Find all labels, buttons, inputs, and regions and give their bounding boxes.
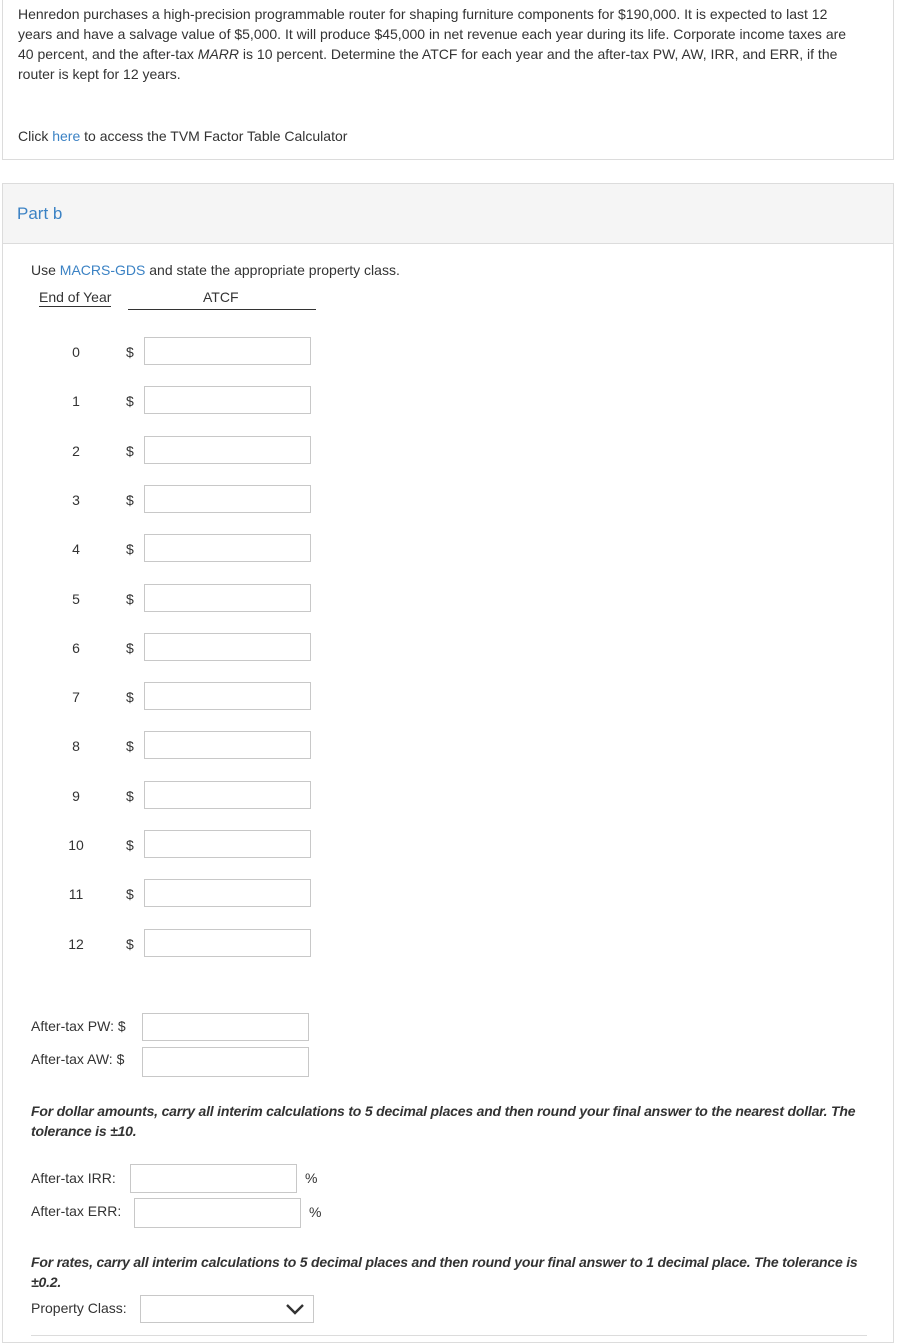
atcf-input[interactable] bbox=[144, 682, 311, 710]
atcf-input[interactable] bbox=[144, 436, 311, 464]
atcf-row bbox=[3, 633, 403, 663]
atcf-row bbox=[3, 682, 403, 712]
currency-symbol: $ bbox=[126, 738, 134, 755]
err-percent: % bbox=[309, 1204, 322, 1220]
atcf-row bbox=[3, 929, 403, 959]
pw-input[interactable] bbox=[142, 1013, 309, 1041]
atcf-row bbox=[3, 485, 403, 515]
year-label: 6 bbox=[72, 639, 80, 656]
dollar-note: For dollar amounts, carry all interim calculations to 5 decimal places and then round your final answer to the nearest dollar. The tolerance is ±10. bbox=[31, 1103, 856, 1139]
chevron-down-icon bbox=[285, 1300, 305, 1318]
err-input[interactable] bbox=[134, 1198, 301, 1228]
part-b-card bbox=[2, 183, 894, 1343]
year-label: 7 bbox=[72, 689, 80, 706]
tvm-calculator-prompt bbox=[18, 126, 347, 146]
currency-symbol: $ bbox=[126, 886, 134, 903]
aw-input[interactable] bbox=[142, 1047, 309, 1077]
atcf-row bbox=[3, 830, 403, 860]
atcf-row bbox=[3, 386, 403, 416]
year-label: 3 bbox=[72, 491, 80, 508]
marr-term: MARR bbox=[197, 46, 240, 62]
year-label: 10 bbox=[68, 837, 84, 853]
irr-label: After-tax IRR: bbox=[31, 1170, 116, 1186]
property-class-select[interactable] bbox=[140, 1295, 314, 1323]
problem-line: router is kept for 12 years. bbox=[18, 66, 181, 82]
year-label: 1 bbox=[72, 393, 80, 410]
year-label: 2 bbox=[72, 442, 80, 459]
part-b-header bbox=[3, 184, 893, 244]
header-underline bbox=[128, 309, 316, 310]
year-label: 12 bbox=[68, 935, 84, 952]
err-label: After-tax ERR: bbox=[31, 1203, 122, 1219]
year-label: 5 bbox=[72, 590, 80, 607]
atcf-input[interactable] bbox=[144, 781, 311, 809]
instruction-prefix: Use bbox=[31, 262, 60, 278]
column-header-year: End of Year bbox=[39, 289, 112, 305]
currency-symbol: $ bbox=[126, 837, 134, 853]
problem-line bbox=[18, 44, 878, 64]
atcf-row bbox=[3, 879, 403, 909]
atcf-input[interactable] bbox=[144, 929, 311, 957]
currency-symbol: $ bbox=[126, 393, 134, 410]
currency-symbol: $ bbox=[126, 491, 134, 508]
atcf-input[interactable] bbox=[144, 830, 311, 858]
currency-symbol: $ bbox=[126, 787, 134, 804]
instruction bbox=[31, 262, 400, 278]
year-label: 11 bbox=[68, 886, 84, 903]
tvm-calculator-link[interactable]: here bbox=[52, 128, 81, 144]
problem-statement bbox=[18, 4, 878, 84]
atcf-row bbox=[3, 436, 403, 466]
currency-symbol: $ bbox=[126, 590, 134, 607]
rate-note: For rates, carry all interim calculations to 5 decimal places and then round your final answer to 1 decimal place. The tolerance is ±0.2. bbox=[31, 1254, 858, 1290]
problem-text: is 10 percent. Determine the ATCF for each year and the after-tax PW, AW, IRR, and ERR, if the bbox=[239, 46, 838, 62]
currency-symbol: $ bbox=[126, 541, 134, 558]
problem-line: Henredon purchases a high-precision programmable router for shaping furniture components for $190,000. It is expected to last 12 bbox=[18, 6, 828, 22]
part-b-title: Part b bbox=[17, 204, 63, 223]
problem-card bbox=[2, 0, 894, 160]
atcf-row bbox=[3, 337, 403, 367]
problem-line: years and have a salvage value of $5,000. It will produce $45,000 in net revenue each year during its life. Corporate income taxes are bbox=[18, 26, 847, 42]
atcf-input[interactable] bbox=[144, 879, 311, 907]
year-label: 8 bbox=[72, 738, 80, 755]
atcf-input[interactable] bbox=[144, 534, 311, 562]
macrs-gds-link[interactable]: MACRS-GDS bbox=[59, 262, 146, 278]
divider bbox=[31, 1335, 867, 1336]
atcf-row bbox=[3, 534, 403, 564]
column-header-atcf: ATCF bbox=[203, 289, 239, 305]
atcf-row bbox=[3, 731, 403, 761]
tvm-prefix: Click bbox=[18, 128, 53, 144]
currency-symbol: $ bbox=[126, 935, 134, 952]
atcf-input[interactable] bbox=[144, 337, 311, 365]
tvm-suffix: to access the TVM Factor Table Calculator bbox=[80, 128, 348, 144]
year-label: 4 bbox=[72, 541, 80, 558]
property-class-label: Property Class: bbox=[31, 1300, 127, 1316]
pw-label: After-tax PW: $ bbox=[31, 1018, 126, 1034]
atcf-input[interactable] bbox=[144, 633, 311, 661]
aw-label: After-tax AW: $ bbox=[31, 1051, 125, 1067]
currency-symbol: $ bbox=[126, 344, 134, 360]
atcf-input[interactable] bbox=[144, 485, 311, 513]
atcf-row bbox=[3, 584, 403, 614]
irr-percent: % bbox=[305, 1170, 318, 1186]
atcf-input[interactable] bbox=[144, 584, 311, 612]
atcf-row bbox=[3, 781, 403, 811]
problem-text: 40 percent, and the after-tax bbox=[18, 46, 198, 62]
instruction-suffix: and state the appropriate property class. bbox=[145, 262, 400, 278]
atcf-input[interactable] bbox=[144, 386, 311, 414]
currency-symbol: $ bbox=[126, 689, 134, 706]
currency-symbol: $ bbox=[126, 639, 134, 656]
irr-input[interactable] bbox=[130, 1164, 297, 1193]
year-label: 9 bbox=[72, 787, 80, 804]
year-label: 0 bbox=[72, 344, 80, 360]
currency-symbol: $ bbox=[126, 442, 134, 459]
atcf-input[interactable] bbox=[144, 731, 311, 759]
